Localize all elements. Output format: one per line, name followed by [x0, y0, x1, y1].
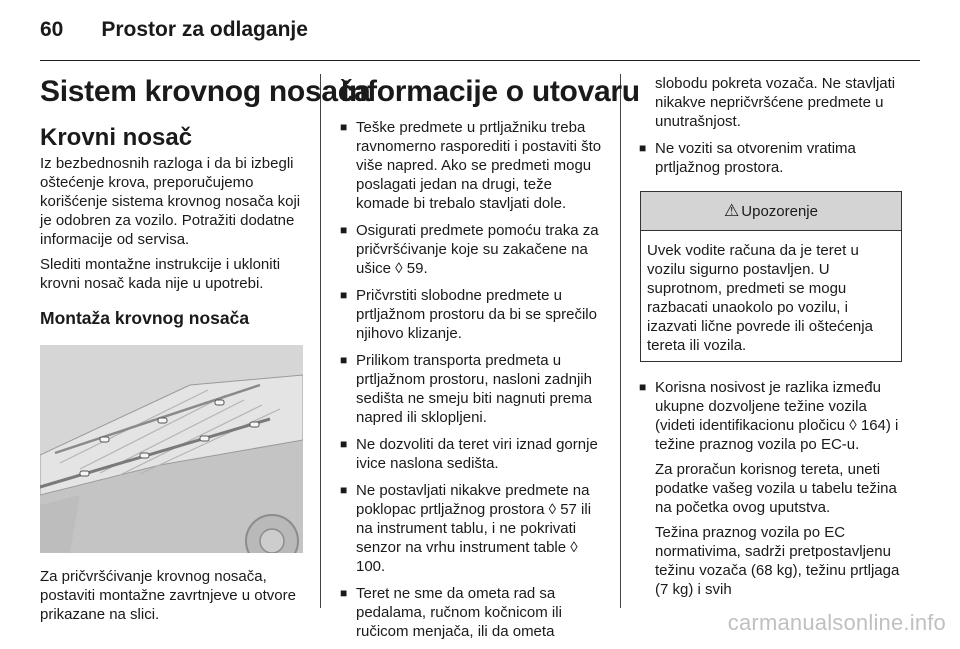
section-title-loading-info: Informacije o utovaru: [341, 75, 640, 108]
subsection-title-roof-carrier: Krovni nosač: [40, 124, 193, 151]
empty-weight-note: Težina praznog vozila po EC normativima, sadrži pretpostavljenu težinu vozača (68 kg), težinu prtljaga (7 kg) i svih: [655, 524, 900, 598]
payload-calculation: Za proračun korisnog tereta, uneti podatke vašeg vozila u tabelu težina na početka ovog uputstva.: [655, 461, 897, 516]
paragraph: Iz bezbednosnih razloga i da bi izbegli oštećenje krova, preporučujemo korišćenje sistema krovnog nosača koji je odobren za vozilo. Potražiti dodatne informacije od servisa.: [40, 155, 301, 248]
page-number: 60: [40, 18, 64, 41]
van-roof-drawing: [40, 345, 303, 553]
payload-definition: Korisna nosivost je razlika između ukupne dozvoljene težine vozila (videti identifikacionu pločicu ◊ 164) i težine praznog vozila po EC-u.: [655, 379, 899, 453]
column-roof-rack: [40, 74, 371, 624]
warning-header: [641, 192, 901, 231]
watermark: carmanualsonline.info: [727, 610, 946, 635]
warning-title: Upozorenje: [741, 202, 818, 220]
subheading-mounting: Montaža krovnog nosača: [40, 308, 250, 328]
section-title-roof-rack: Sistem krovnog nosača: [40, 75, 371, 108]
warning-box: [640, 191, 902, 362]
loading-list-continued: [640, 139, 902, 177]
roof-rack-illustration: [40, 345, 303, 553]
list-item: [640, 378, 902, 599]
list-item: ■ Teret ne sme da ometa rad sa pedalama, ručnom kočnicom ili ručicom menjača, ili da ometa: [341, 584, 603, 641]
list-item: ■ Ne dozvoliti da teret viri iznad gornje ivice naslona sedišta.: [341, 435, 603, 473]
page-header: [40, 18, 308, 48]
column-divider-2: [620, 74, 621, 608]
figure-caption: Za pričvršćivanje krovnog nosača, postaviti montažne zavrtnjeve u otvore prikazane na slici.: [40, 568, 296, 623]
continued-text: slobodu pokreta vozača. Ne stavljati nikakve nepričvršćene predmete u unutrašnjost.: [655, 75, 896, 130]
list-item: ■ Teške predmete u prtljažniku treba ravnomerno rasporediti i postaviti što više napred. Ako se predmeti mogu poslagati jedan na drugi, teže komade bi trebalo stavljati dole.: [341, 118, 603, 213]
list-item: ■ Osigurati predmete pomoću traka za pričvršćivanje koje su zakačene na ušice ◊ 59.: [341, 221, 603, 278]
running-head: Prostor za odlaganje: [101, 18, 308, 41]
paragraph: Slediti montažne instrukcije i ukloniti krovni nosač kada nije u upotrebi.: [40, 256, 281, 292]
column-loading-continued: [640, 74, 902, 607]
list-item: ■ Pričvrstiti slobodne predmete u prtljažnom prostoru da bi se sprečilo njihovo klizanje.: [341, 286, 603, 343]
column-divider-1: [320, 74, 321, 608]
column-loading-info: [341, 74, 640, 649]
loading-instructions-list: [341, 118, 603, 641]
list-item: ■ Ne postavljati nikakve predmete na poklopac prtljažnog prostora ◊ 57 ili na instrument tablu, i ne pokrivati senzor na vrhu instrument table ◊ 100.: [341, 481, 603, 576]
list-item: ■ Prilikom transporta predmeta u prtljažnom prostoru, nasloni zadnjih sedišta ne smeju biti nagnuti prema napred ili sklopljeni.: [341, 351, 603, 427]
warning-triangle-icon: ⚠: [724, 201, 740, 220]
payload-list: [640, 378, 902, 599]
warning-text: Uvek vodite računa da je teret u vozilu sigurno postavljen. U suprotnom, predmeti se mogu razbacati unaokolo po vozilu, i izazvati lične povrede ili oštećenja tereta ili vozila.: [647, 242, 873, 354]
header-divider: [40, 60, 920, 61]
list-item: ■ Ne voziti sa otvorenim vratima prtljažnog prostora.: [640, 139, 902, 177]
